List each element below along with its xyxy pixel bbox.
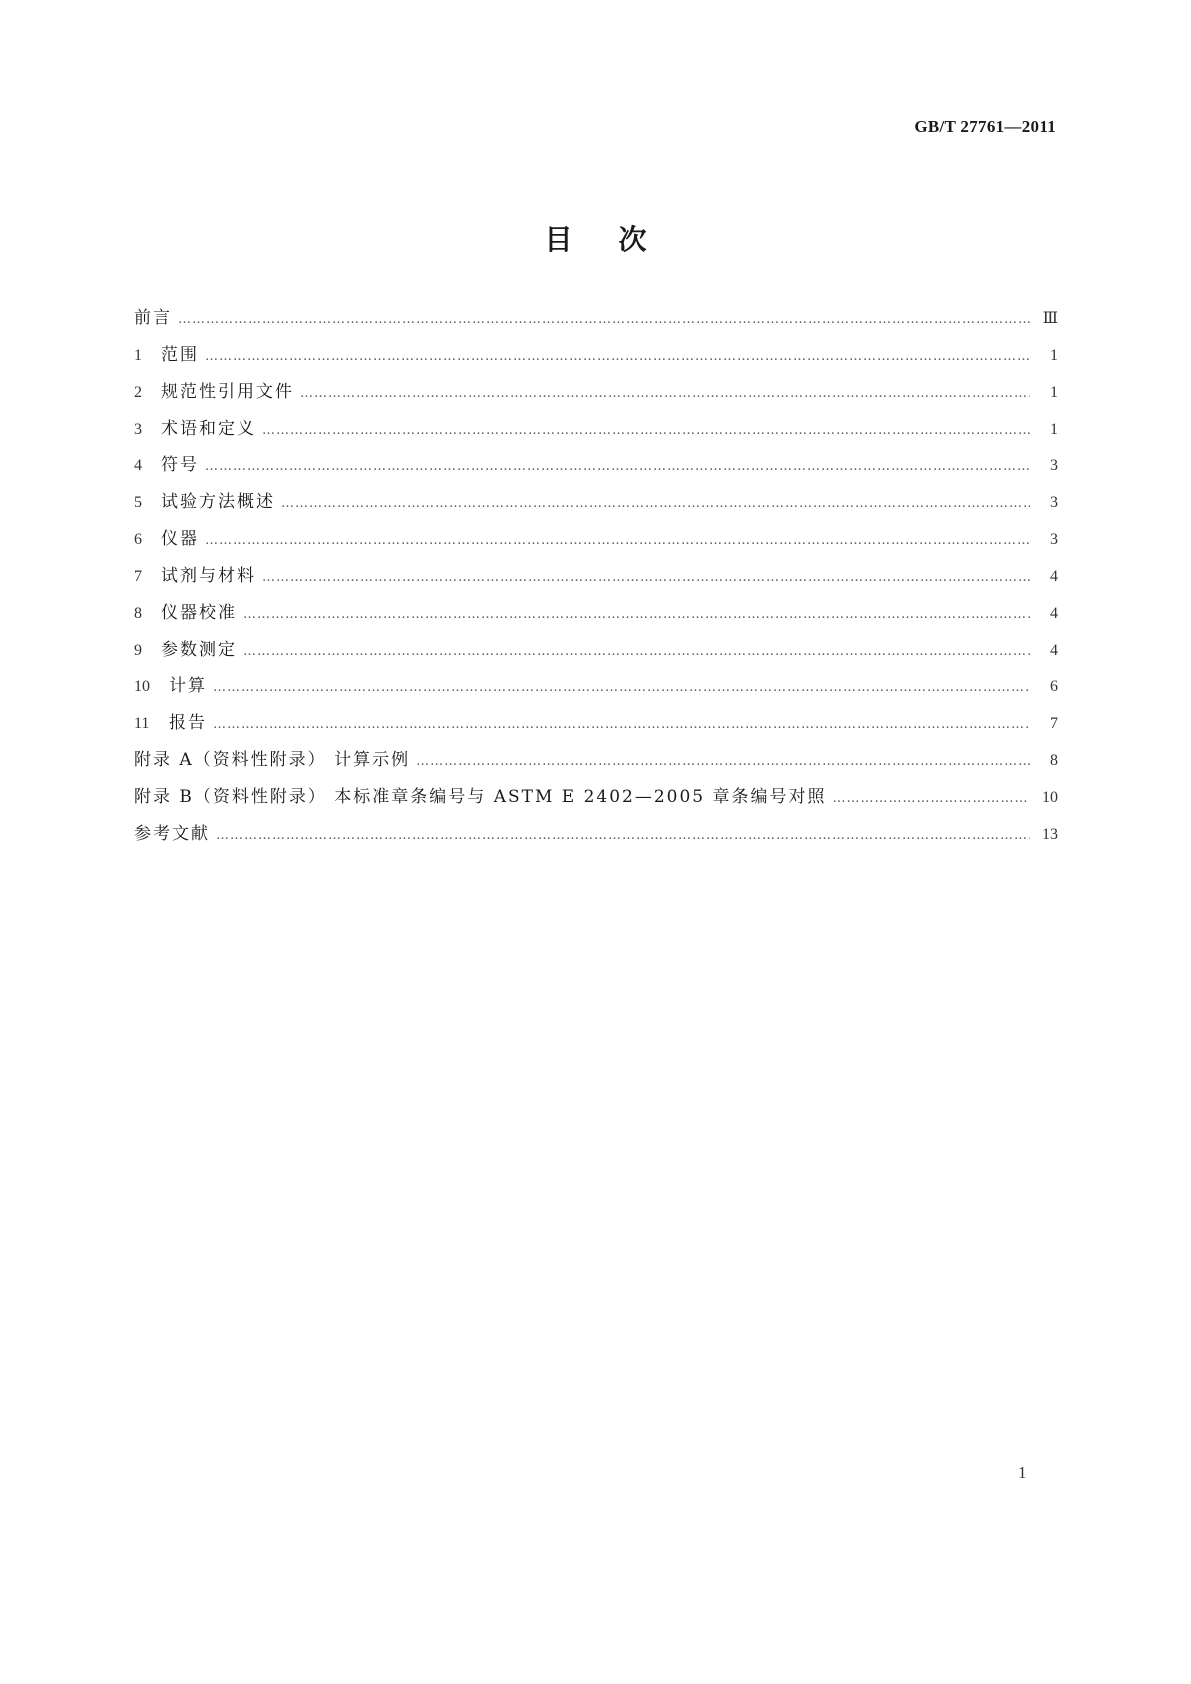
toc-entry-page: 10 xyxy=(1042,788,1058,806)
toc-entry-page: 4 xyxy=(1050,641,1058,659)
toc-dot-leader xyxy=(216,818,1030,855)
toc-dot-leader xyxy=(300,376,1030,413)
toc-heading xyxy=(0,218,1191,258)
toc-entry-page: 3 xyxy=(1050,494,1058,512)
toc-entry-label: 范围 xyxy=(161,344,199,365)
toc-dot-leader xyxy=(205,339,1030,376)
toc-entry-label: 仪器校准 xyxy=(161,602,237,623)
toc-entry[interactable] xyxy=(134,632,1058,669)
toc-entry[interactable] xyxy=(134,742,1058,779)
toc-entry-number: 6 xyxy=(134,531,142,549)
toc-entry[interactable] xyxy=(134,337,1058,374)
toc-entry[interactable] xyxy=(134,595,1058,632)
toc-entry-page: 13 xyxy=(1042,825,1058,843)
toc-entry-label: 报告 xyxy=(169,713,207,734)
toc-entry-label: 试验方法概述 xyxy=(161,492,275,513)
toc-entry[interactable] xyxy=(134,300,1058,337)
toc-entry-number: 3 xyxy=(134,420,142,438)
toc-dot-leader xyxy=(213,670,1030,707)
toc-entry[interactable] xyxy=(134,705,1058,742)
toc-entry-number: 4 xyxy=(134,457,142,475)
toc-entry-label: 前言 xyxy=(134,308,172,328)
toc-dot-leader xyxy=(243,597,1030,634)
toc-heading-char-1: 目 xyxy=(544,223,573,256)
toc-entry[interactable] xyxy=(134,816,1058,853)
toc-entry-label: 附录 B（资料性附录） 本标准章条编号与 ASTM E 2402—2005 章条编号对照 xyxy=(134,786,827,807)
toc-entry-label: 附录 A（资料性附录） 计算示例 xyxy=(134,750,411,771)
toc-entry-page: 1 xyxy=(1050,383,1058,401)
toc-entry-page: 3 xyxy=(1050,531,1058,549)
toc-dot-leader xyxy=(262,413,1030,450)
standard-code: GB/T 27761—2011 xyxy=(914,117,1056,136)
toc-entry-number: 5 xyxy=(134,494,142,512)
toc-entry[interactable] xyxy=(134,447,1058,484)
toc-heading-char-2: 次 xyxy=(618,223,647,256)
toc-dot-leader xyxy=(833,781,1030,818)
toc-entry-page: 1 xyxy=(1050,346,1058,364)
toc-entry-label: 参数测定 xyxy=(161,639,237,660)
toc-entry[interactable] xyxy=(134,779,1058,816)
toc-dot-leader xyxy=(416,744,1030,781)
toc-entry[interactable] xyxy=(134,374,1058,411)
toc-entry-page: 6 xyxy=(1050,678,1058,696)
toc-entry-label: 试剂与材料 xyxy=(161,565,256,586)
toc-entry-page: 4 xyxy=(1050,567,1058,585)
toc-dot-leader xyxy=(262,560,1030,597)
page-number: 1 xyxy=(1018,1463,1027,1482)
toc-entry-number: 9 xyxy=(134,641,142,659)
toc-entry-page: 8 xyxy=(1050,752,1058,770)
toc-entry-label: 符号 xyxy=(161,455,199,476)
toc-entry-number: 10 xyxy=(134,678,150,696)
toc-entry[interactable] xyxy=(134,668,1058,705)
table-of-contents xyxy=(134,300,1058,853)
toc-entry[interactable] xyxy=(134,484,1058,521)
toc-entry-number: 8 xyxy=(134,604,142,622)
toc-entry-number: 7 xyxy=(134,567,142,585)
toc-dot-leader xyxy=(243,634,1030,671)
toc-entry-label: 计算 xyxy=(169,676,207,697)
toc-entry-page: 1 xyxy=(1050,420,1058,438)
toc-entry-label: 仪器 xyxy=(161,529,199,550)
toc-entry-page: 4 xyxy=(1050,604,1058,622)
toc-entry-page: 7 xyxy=(1050,715,1058,733)
toc-dot-leader xyxy=(178,302,1030,339)
toc-dot-leader xyxy=(205,449,1030,486)
toc-dot-leader xyxy=(205,523,1030,560)
toc-entry[interactable] xyxy=(134,558,1058,595)
toc-entry-number: 1 xyxy=(134,346,142,364)
toc-entry-page: Ⅲ xyxy=(1042,310,1058,327)
toc-dot-leader xyxy=(213,707,1030,744)
toc-entry-label: 参考文献 xyxy=(134,823,210,844)
toc-entry-page: 3 xyxy=(1050,457,1058,475)
toc-entry-label: 规范性引用文件 xyxy=(161,381,294,402)
toc-entry-label: 术语和定义 xyxy=(161,418,256,439)
toc-entry[interactable] xyxy=(134,411,1058,448)
toc-entry-number: 11 xyxy=(134,715,150,733)
toc-entry[interactable] xyxy=(134,521,1058,558)
toc-entry-number: 2 xyxy=(134,383,142,401)
toc-dot-leader xyxy=(281,486,1030,523)
